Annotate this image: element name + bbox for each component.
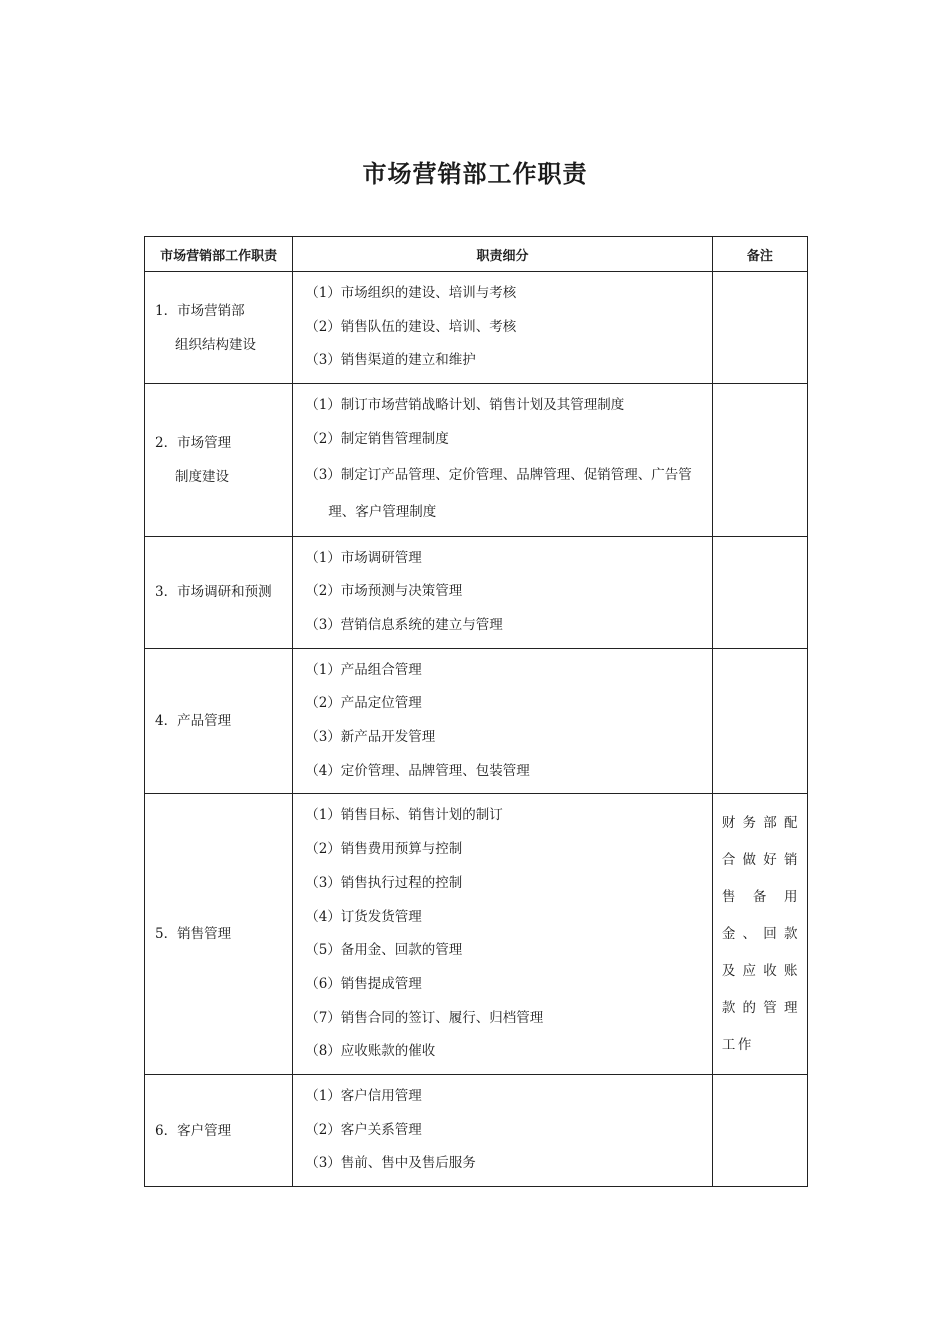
note-cell: 财务部配合做好销售备用金、回款及应收账款的管理工作 [712, 794, 807, 1075]
list-item: （1）制订市场营销战略计划、销售计划及其管理制度 [305, 397, 625, 414]
list-item: （2）制定销售管理制度 [305, 430, 449, 447]
page-title: 市场营销部工作职责 [362, 160, 588, 188]
list-item: （3）制定订产品管理、定价管理、品牌管理、促销管理、广告管理、客户管理制度 [305, 466, 692, 520]
list-item: （4）订货发货管理 [305, 908, 422, 925]
list-item: （2）销售队伍的建设、培训、考核 [305, 318, 517, 335]
note-cell [712, 648, 807, 794]
list-item: （3）销售渠道的建立和维护 [305, 352, 476, 369]
note-cell [712, 272, 807, 384]
list-item: （3）售前、售中及售后服务 [305, 1155, 476, 1172]
list-item: （3）销售执行过程的控制 [305, 874, 463, 891]
note-cell [712, 384, 807, 536]
category-label: 组织结构建设 [175, 336, 256, 353]
list-item: （2）销售费用预算与控制 [305, 841, 463, 858]
category-label: 6．客户管理 [155, 1122, 232, 1139]
list-item: （1）市场调研管理 [305, 549, 422, 566]
table-row [145, 648, 808, 794]
category-cell [145, 794, 293, 1075]
list-item: （1）产品组合管理 [305, 661, 422, 678]
list-item: （6）销售提成管理 [305, 975, 422, 992]
list-item: （2）市场预测与决策管理 [305, 583, 463, 600]
list-item: （3）营销信息系统的建立与管理 [305, 616, 503, 633]
header-department-duties: 市场营销部工作职责 [145, 237, 293, 272]
table-row [145, 794, 808, 1075]
header-duty-breakdown: 职责细分 [293, 237, 713, 272]
category-cell [145, 272, 293, 384]
table-row [145, 1075, 808, 1187]
list-item: （1）市场组织的建设、培训与考核 [305, 285, 517, 301]
list-item: （2）客户关系管理 [305, 1121, 422, 1138]
items-cell [293, 794, 713, 1075]
table-row [145, 272, 808, 384]
category-label: 制度建设 [175, 468, 229, 485]
list-item: （1）客户信用管理 [305, 1088, 422, 1105]
list-item: （5）备用金、回款的管理 [305, 942, 463, 959]
category-label: 1．市场营销部 [155, 302, 245, 319]
items-cell [293, 272, 713, 384]
list-item: （1）销售目标、销售计划的制订 [305, 807, 503, 824]
list-item: （4）定价管理、品牌管理、包装管理 [305, 762, 530, 779]
list-item: （8）应收账款的催收 [305, 1043, 436, 1060]
note-cell [712, 536, 807, 648]
category-label: 5．销售管理 [155, 926, 232, 943]
table-row [145, 384, 808, 536]
header-remarks: 备注 [712, 237, 807, 272]
category-cell [145, 1075, 293, 1187]
items-cell [293, 536, 713, 648]
category-label: 3．市场调研和预测 [155, 584, 272, 601]
category-cell [145, 648, 293, 794]
list-item: （2）产品定位管理 [305, 695, 422, 712]
category-cell [145, 384, 293, 536]
note-cell [712, 1075, 807, 1187]
responsibility-table [144, 236, 808, 1187]
category-label: 4．产品管理 [155, 713, 232, 730]
items-cell [293, 648, 713, 794]
category-label: 2．市场管理 [155, 434, 232, 451]
category-cell [145, 536, 293, 648]
items-cell [293, 1075, 713, 1187]
items-cell [293, 384, 713, 536]
table-row [145, 536, 808, 648]
list-item: （7）销售合同的签订、履行、归档管理 [305, 1009, 544, 1026]
table-header-row [145, 237, 808, 272]
list-item: （3）新产品开发管理 [305, 729, 436, 746]
